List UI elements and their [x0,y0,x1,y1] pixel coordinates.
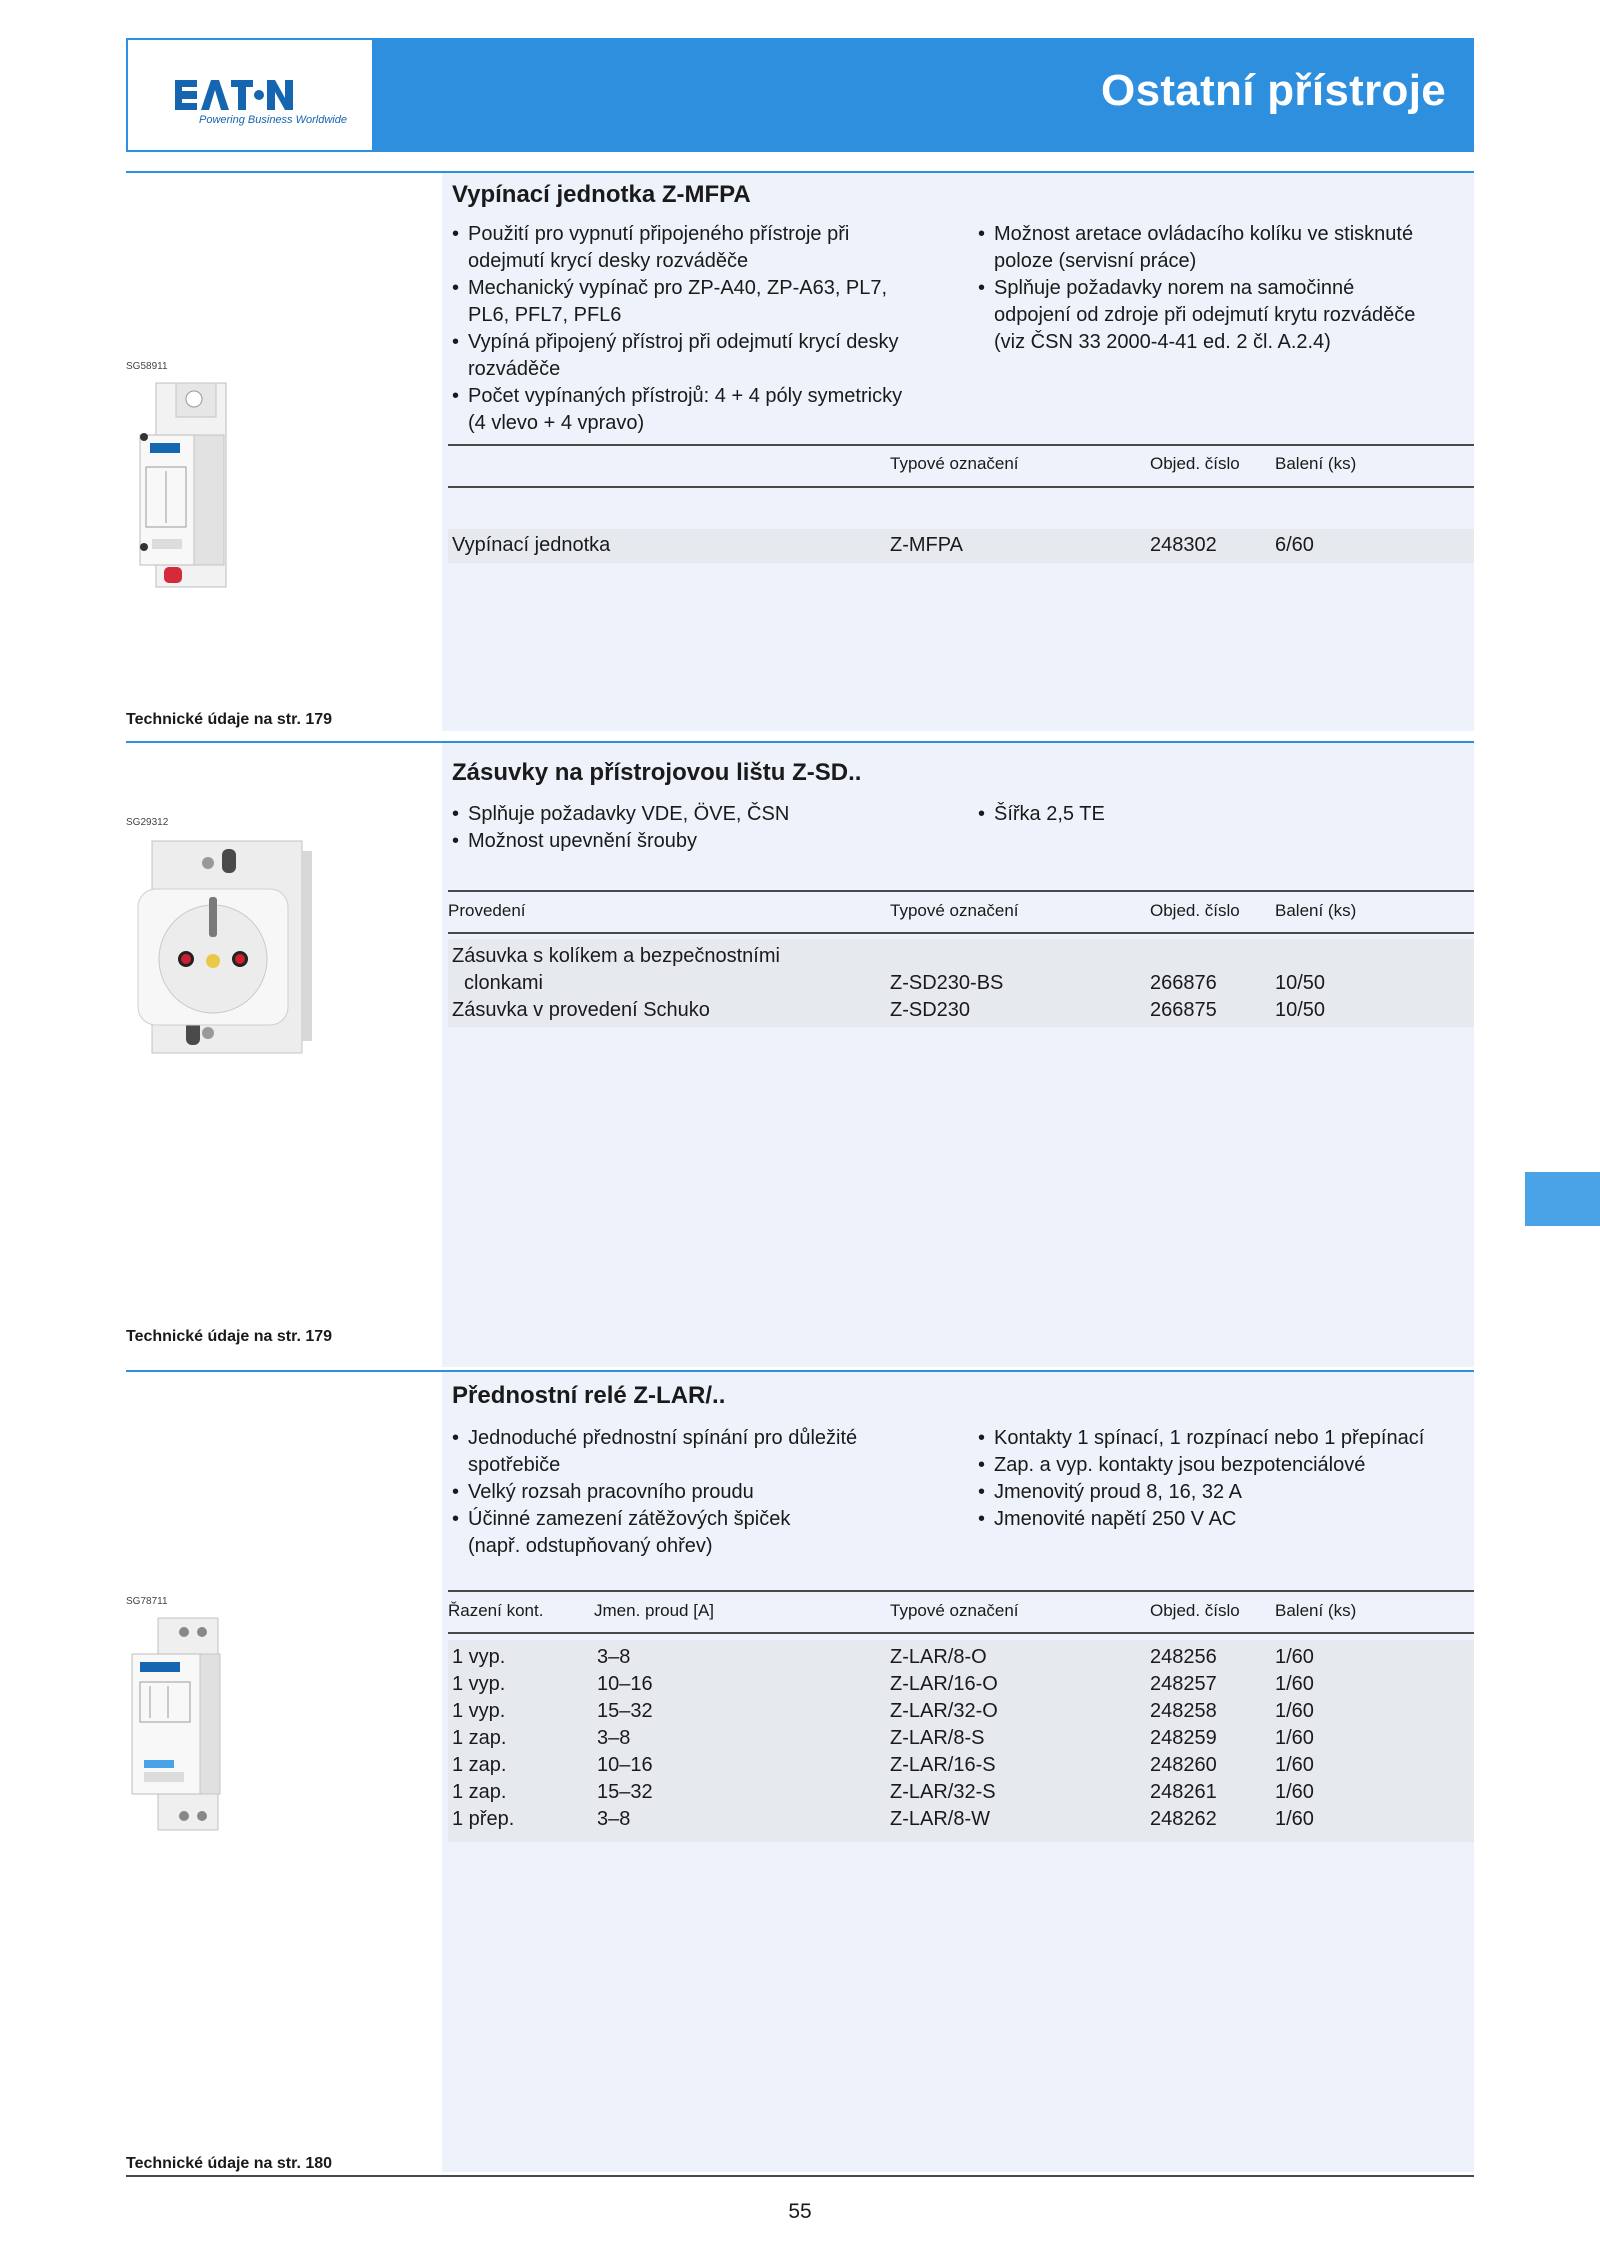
table-header-rule [448,932,1474,934]
table-cell: 10–16 [597,1673,653,1695]
table-cell: 1/60 [1275,1727,1314,1749]
table-cell: Z-LAR/8-O [890,1646,987,1668]
table-cell: 1/60 [1275,1808,1314,1830]
chapter-tab [1525,1172,1600,1226]
table-cell: 266875 [1150,999,1217,1021]
eaton-logo [175,78,347,126]
table-cell: 266876 [1150,972,1217,994]
table-cell: Zásuvka s kolíkem a bezpečnostními [452,945,780,967]
table-cell: 6/60 [1275,534,1314,556]
page-number: 55 [788,2200,812,2223]
table-cell: 10/50 [1275,999,1326,1021]
feature-item: • Jmenovitý proud 8, 16, 32 A [978,1479,1424,1506]
feature-item: • Mechanický vypínač pro ZP-A40, ZP-A63, PL7, PL6, PFL7, PFL6 [452,275,902,329]
technical-data-ref[interactable]: Technické údaje na str. 180 [126,2155,333,2172]
section-z-lar [126,1370,1474,2172]
table-cell: 248302 [1150,534,1217,556]
feature-list-right [978,1425,1424,1533]
column-header: Objed. číslo [1150,454,1240,473]
table-cell: 15–32 [597,1700,653,1722]
table-header-rule [448,486,1474,488]
section-title: Zásuvky na přístrojovou lištu Z-SD.. [452,759,862,786]
table-cell: 1/60 [1275,1646,1314,1668]
feature-list-left [452,1425,857,1560]
page-title: Ostatní přístroje [1101,66,1446,115]
section-title: Přednostní relé Z-LAR/.. [452,1382,726,1409]
technical-data-ref[interactable]: Technické údaje na str. 179 [126,711,333,728]
column-header: Provedení [448,901,526,920]
image-code: SG58911 [126,361,168,372]
table-cell: Z-MFPA [890,534,963,556]
table-cell: 248260 [1150,1754,1217,1776]
feature-item: • Splňuje požadavky norem na samočinné odpojení od zdroje při odejmutí krytu rozváděče (viz ČSN 33 2000-4-41 ed. 2 čl. A.2.4) [978,275,1415,356]
column-header: Typové označení [890,901,1019,920]
table-cell: Z-SD230 [890,999,971,1021]
table-cell: 1 vyp. [452,1673,506,1695]
feature-item: • Kontakty 1 spínací, 1 rozpínací nebo 1 přepínací [978,1425,1424,1452]
feature-item: • Velký rozsah pracovního proudu [452,1479,857,1506]
feature-item: • Jednoduché přednostní spínání pro důležité spotřebiče [452,1425,857,1479]
column-header: Objed. číslo [1150,901,1240,920]
table-cell: 1/60 [1275,1754,1314,1776]
feature-item: • Účinné zamezení zátěžových špiček (např. odstupňovaný ohřev) [452,1506,857,1560]
table-cell: Z-LAR/32-O [890,1700,998,1722]
feature-item: • Možnost aretace ovládacího kolíku ve stisknuté poloze (servisní práce) [978,221,1415,275]
table-cell: 248257 [1150,1673,1217,1695]
table-cell: 10–16 [597,1754,653,1776]
table-cell: 1 zap. [452,1754,507,1776]
column-header: Balení (ks) [1275,901,1357,920]
eaton-wordmark [175,78,347,112]
table-cell: 1/60 [1275,1673,1314,1695]
image-code: SG29312 [126,817,169,828]
table-cell: 1 vyp. [452,1646,506,1668]
table-cell: 3–8 [597,1646,631,1668]
table-cell: 1 vyp. [452,1700,506,1722]
table-cell: 3–8 [597,1727,631,1749]
table-cell: Z-LAR/8-S [890,1727,985,1749]
image-code: SG78711 [126,1596,168,1607]
table-cell: 248256 [1150,1646,1217,1668]
column-header: Jmen. proud [A] [594,1601,715,1620]
feature-item: • Použití pro vypnutí připojeného přístroje při odejmutí krycí desky rozváděče [452,221,902,275]
table-top-rule [448,1590,1474,1592]
table-cell: 1 přep. [452,1808,515,1830]
table-cell: 10/50 [1275,972,1326,994]
feature-list-right [978,221,1415,356]
page-header [126,38,1474,152]
column-header: Objed. číslo [1150,1601,1240,1620]
feature-item: • Splňuje požadavky VDE, ÖVE, ČSN [452,801,789,828]
table-cell: Z-LAR/16-O [890,1673,998,1695]
feature-item: • Šířka 2,5 TE [978,801,1105,828]
table-cell: 15–32 [597,1781,653,1803]
feature-item: • Počet vypínaných přístrojů: 4 + 4 póly symetricky (4 vlevo + 4 vpravo) [452,383,902,437]
logo-box [128,40,372,150]
table-cell: 1/60 [1275,1781,1314,1803]
table-header-rule [448,1632,1474,1634]
column-header: Typové označení [890,454,1019,473]
table-cell: 3–8 [597,1808,631,1830]
table-top-rule [448,890,1474,892]
table-cell: 1 zap. [452,1727,507,1749]
feature-item: • Jmenovité napětí 250 V AC [978,1506,1424,1533]
section-title: Vypínací jednotka Z-MFPA [452,181,751,208]
table-cell: Vypínací jednotka [452,534,611,556]
table-cell: Z-LAR/32-S [890,1781,996,1803]
table-top-rule [448,444,1474,446]
z-sd-socket-image [130,837,316,1057]
table-cell: 248258 [1150,1700,1217,1722]
table-cell: clonkami [464,972,543,994]
section-z-sd [126,741,1474,1367]
column-header: Typové označení [890,1601,1019,1620]
column-header: Řazení kont. [448,1601,544,1620]
table-cell: 1/60 [1275,1700,1314,1722]
feature-list-left [452,221,902,437]
technical-data-ref[interactable]: Technické údaje na str. 179 [126,1328,333,1345]
feature-list-left [452,801,789,855]
feature-item: • Vypíná připojený přístroj při odejmutí krycí desky rozváděče [452,329,902,383]
column-header: Balení (ks) [1275,1601,1357,1620]
table-cell: 1 zap. [452,1781,507,1803]
section-z-mfpa [126,171,1474,731]
table-cell: 248261 [1150,1781,1217,1803]
eaton-logo-icon [175,78,293,112]
z-mfpa-device-image [136,379,242,591]
footer-rule [126,2175,1474,2177]
column-header: Balení (ks) [1275,454,1357,473]
table-cell: 248262 [1150,1808,1217,1830]
table-cell: Z-LAR/16-S [890,1754,996,1776]
table-cell: Zásuvka v provedení Schuko [452,999,710,1021]
z-lar-relay-image [128,1614,240,1834]
feature-item: • Zap. a vyp. kontakty jsou bezpotenciálové [978,1452,1424,1479]
table-cell: 248259 [1150,1727,1217,1749]
logo-tagline: Powering Business Worldwide [199,114,347,126]
table-cell: Z-SD230-BS [890,972,1004,994]
feature-list-right [978,801,1105,828]
feature-item: • Možnost upevnění šrouby [452,828,789,855]
table-cell: Z-LAR/8-W [890,1808,990,1830]
